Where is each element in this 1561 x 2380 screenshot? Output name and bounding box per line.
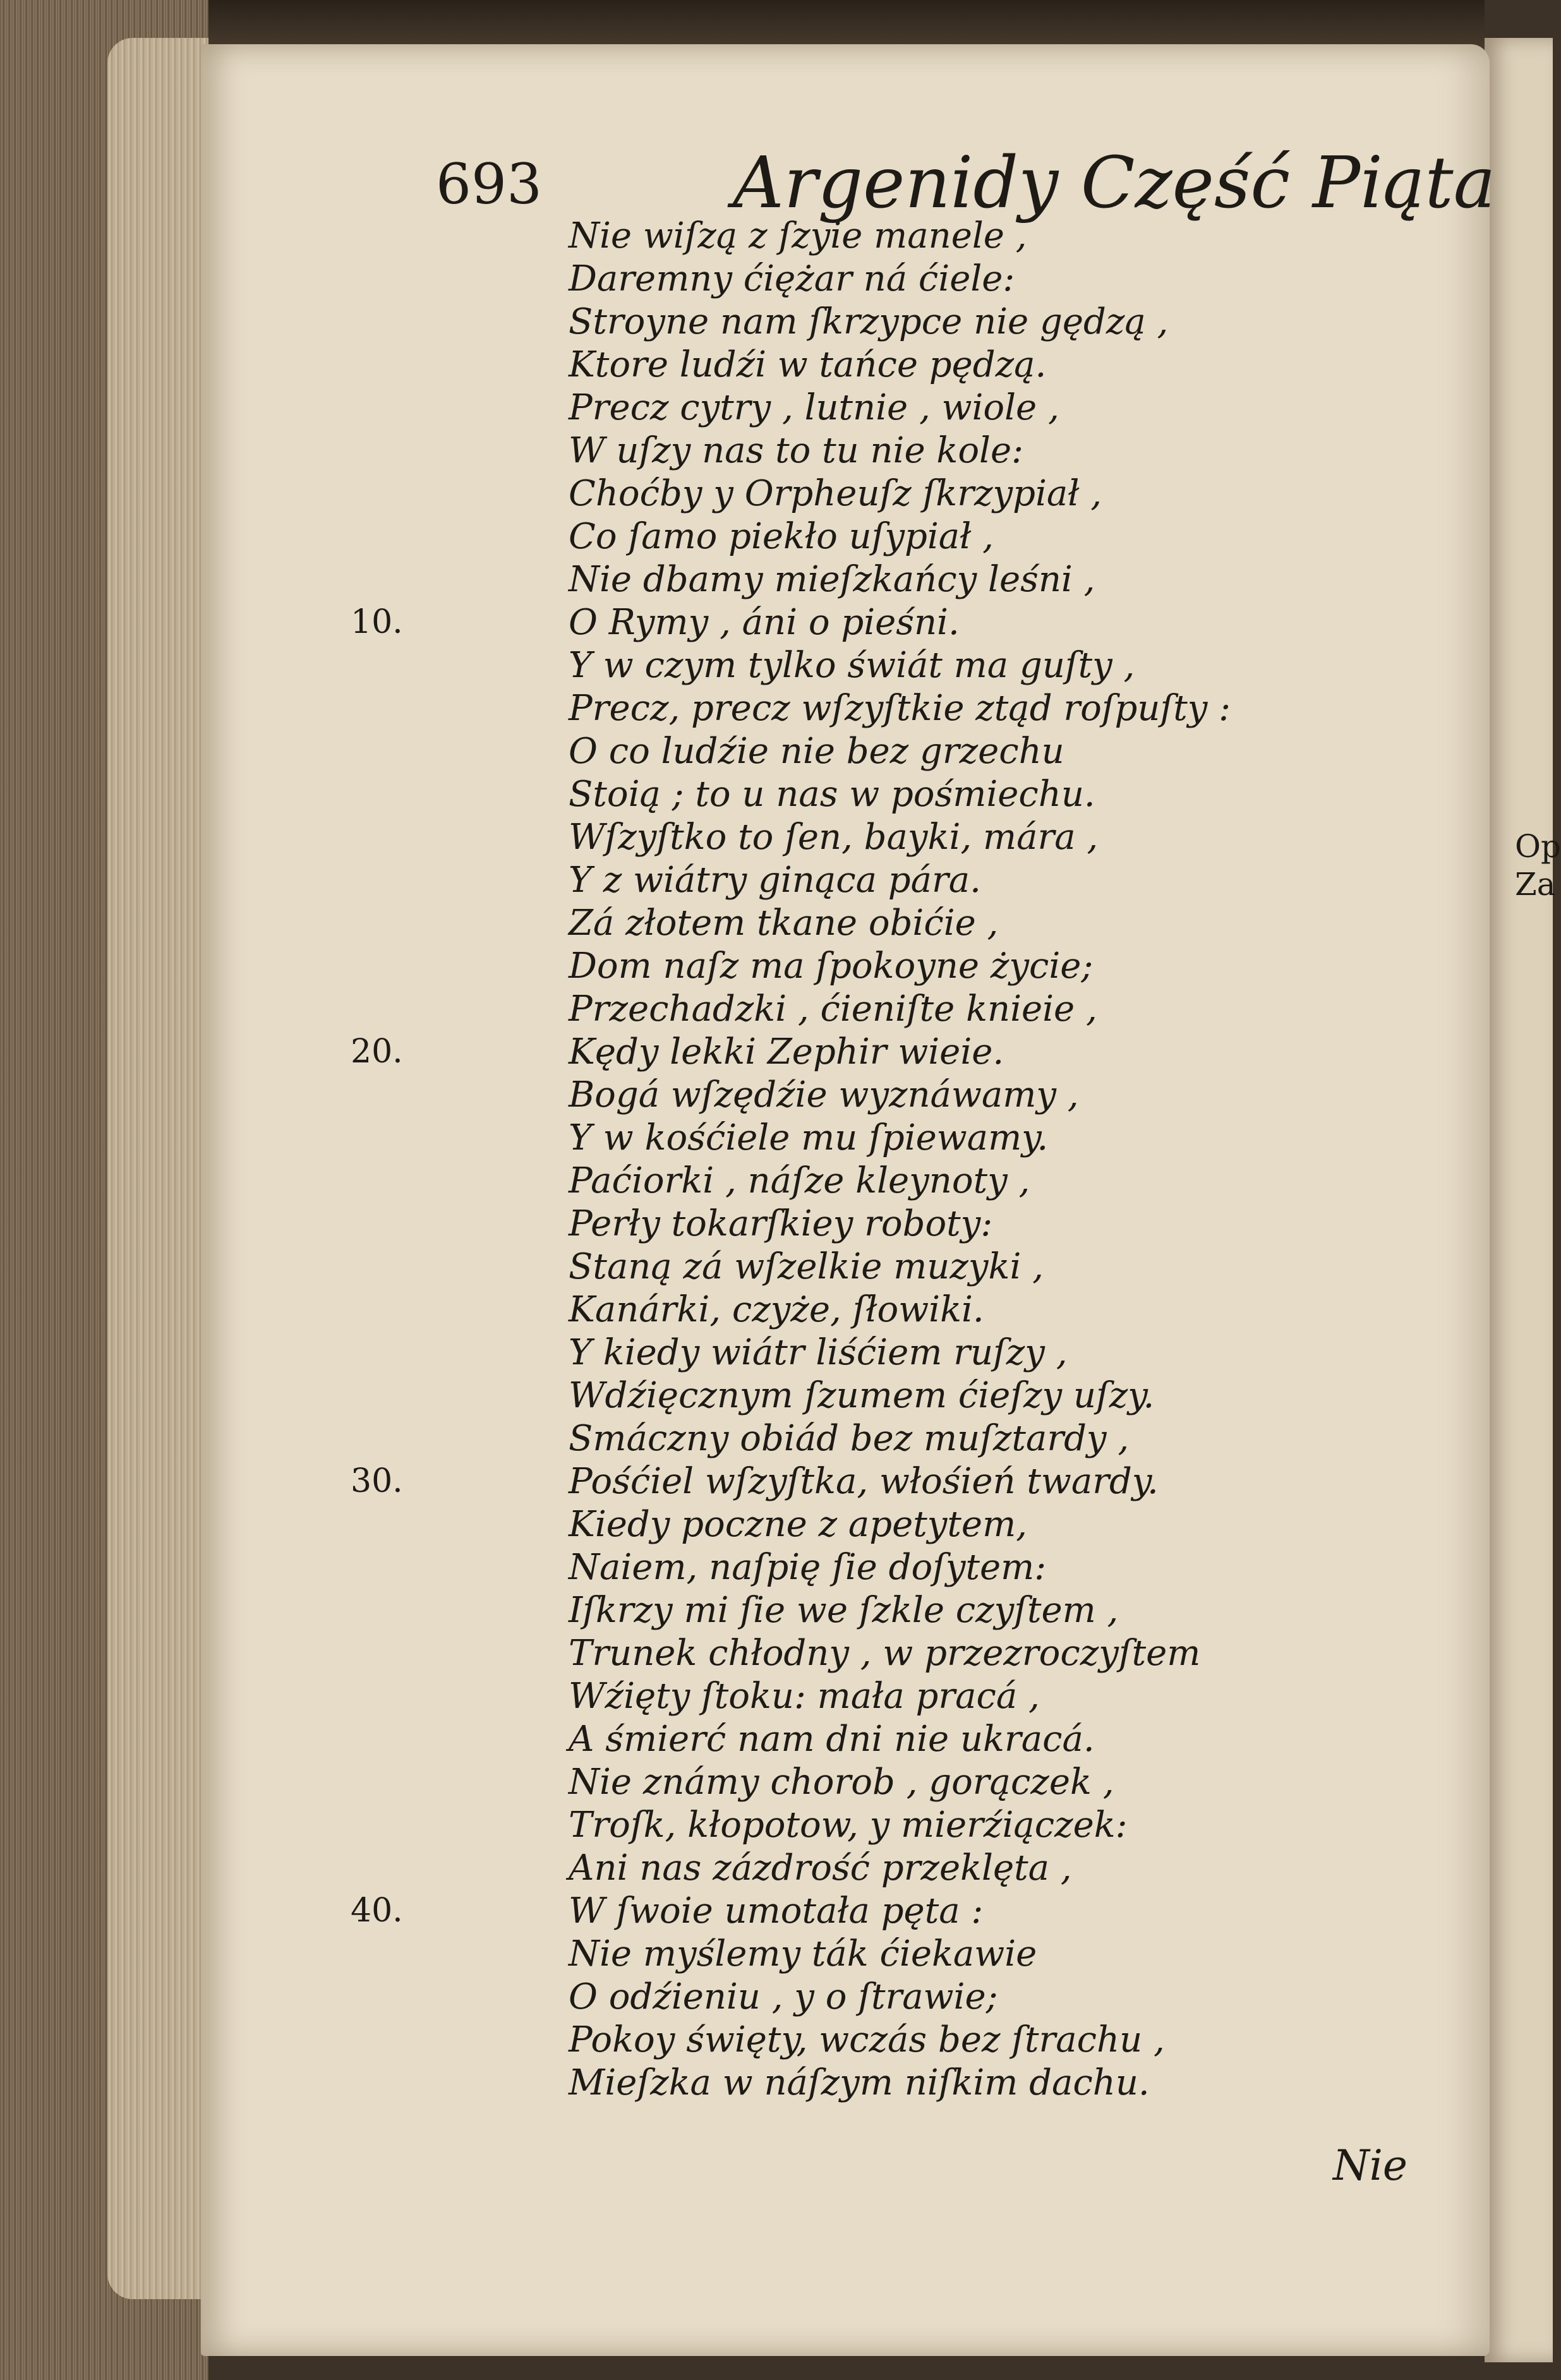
verse-line: Stoią ; to u nas w pośmiechu. [569, 774, 1095, 815]
verse-line: Wźięty ſtoku: mała pracá , [569, 1676, 1040, 1717]
verse-line: Ktore ludźi w tańce pędzą. [569, 344, 1047, 385]
facing-fragment-line: Za [1515, 866, 1556, 903]
verse-line: Pokoy święty, wczás bez ſtrachu , [569, 2019, 1165, 2060]
facing-page-fragment [1515, 827, 1561, 903]
page-title: Argenidy Część Piąta [733, 142, 1496, 224]
verse-line: Staną zá wſzelkie muzyki , [569, 1246, 1044, 1287]
verse-line: Pośćiel wſzyſtka, włośień twardy. [569, 1461, 1159, 1502]
verse-line: O co ludźie nie bez grzechu [569, 731, 1064, 772]
line-number: 30. [351, 1462, 403, 1500]
verse-line: Precz, precz wſzyſtkie ztąd roſpuſty : [569, 688, 1231, 729]
verse-line: Trunek chłodny , w przezroczyſtem [569, 1633, 1201, 1674]
verse-line: A śmierć nam dni nie ukracá. [569, 1719, 1095, 1760]
verse-line: Iſkrzy mi ſie we ſzkle czyſtem , [569, 1590, 1119, 1631]
verse-line: Paćiorki , náſze kleynoty , [569, 1160, 1030, 1201]
verse-line: Bogá wſzędźie wyznáwamy , [569, 1074, 1079, 1115]
verse-line: Y kiedy wiátr liśćiem ruſzy , [569, 1332, 1068, 1373]
facing-page [1485, 38, 1553, 2362]
verse-line: Y w czym tylko świát ma guſty , [569, 645, 1135, 686]
verse-line: W ſwoie umotała pęta : [569, 1890, 984, 1932]
book-fore-edge [0, 0, 208, 2380]
verse-block [569, 215, 1263, 2105]
verse-line: Perły tokarſkiey roboty: [569, 1203, 993, 1244]
verse-line: Y w kośćiele mu ſpiewamy. [569, 1117, 1049, 1158]
verse-line: Daremny ćiężar ná ćiele: [569, 258, 1015, 299]
page-number: 693 [436, 152, 542, 217]
verse-line: Dom naſz ma ſpokoyne życie; [569, 946, 1094, 987]
line-number: 10. [351, 603, 403, 641]
verse-line: Mieſzka w náſzym niſkim dachu. [569, 2062, 1150, 2103]
verse-line: Precz cytry , lutnie , wiole , [569, 387, 1059, 428]
verse-line: Nie dbamy mieſzkańcy leśni , [569, 559, 1095, 600]
line-number: 40. [351, 1892, 403, 1930]
page-stack [107, 38, 208, 2299]
verse-line: Kiedy poczne z apetytem, [569, 1504, 1027, 1545]
verse-line: W uſzy nas to tu nie kole: [569, 430, 1023, 471]
verse-line: Smáczny obiád bez muſztardy , [569, 1418, 1130, 1459]
verse-line: Nie známy chorob , gorączek , [569, 1762, 1114, 1803]
line-number: 20. [351, 1033, 403, 1071]
verse-line: Zá złotem tkane obićie , [569, 903, 999, 944]
verse-line: Ani nas zázdrość przeklęta , [569, 1848, 1072, 1889]
verse-line: Kanárki, czyże, ſłowiki. [569, 1289, 984, 1330]
verse-line: Troſk, kłopotow, y mierźiączek: [569, 1805, 1128, 1846]
verse-line: O odźieniu , y o ſtrawie; [569, 1976, 998, 2017]
verse-line: Y z wiátry ginąca pára. [569, 860, 981, 901]
verse-line: Kędy lekki Zephir wieie. [569, 1031, 1004, 1073]
catchword: Nie [1333, 2141, 1407, 2190]
verse-line: Choćby y Orpheuſz ſkrzypiał , [569, 473, 1102, 514]
verse-line: Wdźięcznym ſzumem ćieſzy uſzy. [569, 1375, 1155, 1416]
verse-line: Naiem, naſpię ſie doſytem: [569, 1547, 1047, 1588]
verse-line: Przechadzki , ćieniſte knieie , [569, 989, 1097, 1030]
verse-line: Nie wiſzą z ſzyie manele , [569, 215, 1027, 256]
verse-line: Nie myślemy ták ćiekawie [569, 1933, 1037, 1974]
verse-line: Wſzyſtko to ſen, bayki, mára , [569, 817, 1099, 858]
facing-fragment-line: Op [1515, 828, 1561, 865]
verse-line: Stroyne nam ſkrzypce nie gędzą , [569, 301, 1169, 342]
verse-line: Co ſamo piekło uſypiał , [569, 516, 994, 557]
verse-line: O Rymy , áni o pieśni. [569, 602, 960, 643]
